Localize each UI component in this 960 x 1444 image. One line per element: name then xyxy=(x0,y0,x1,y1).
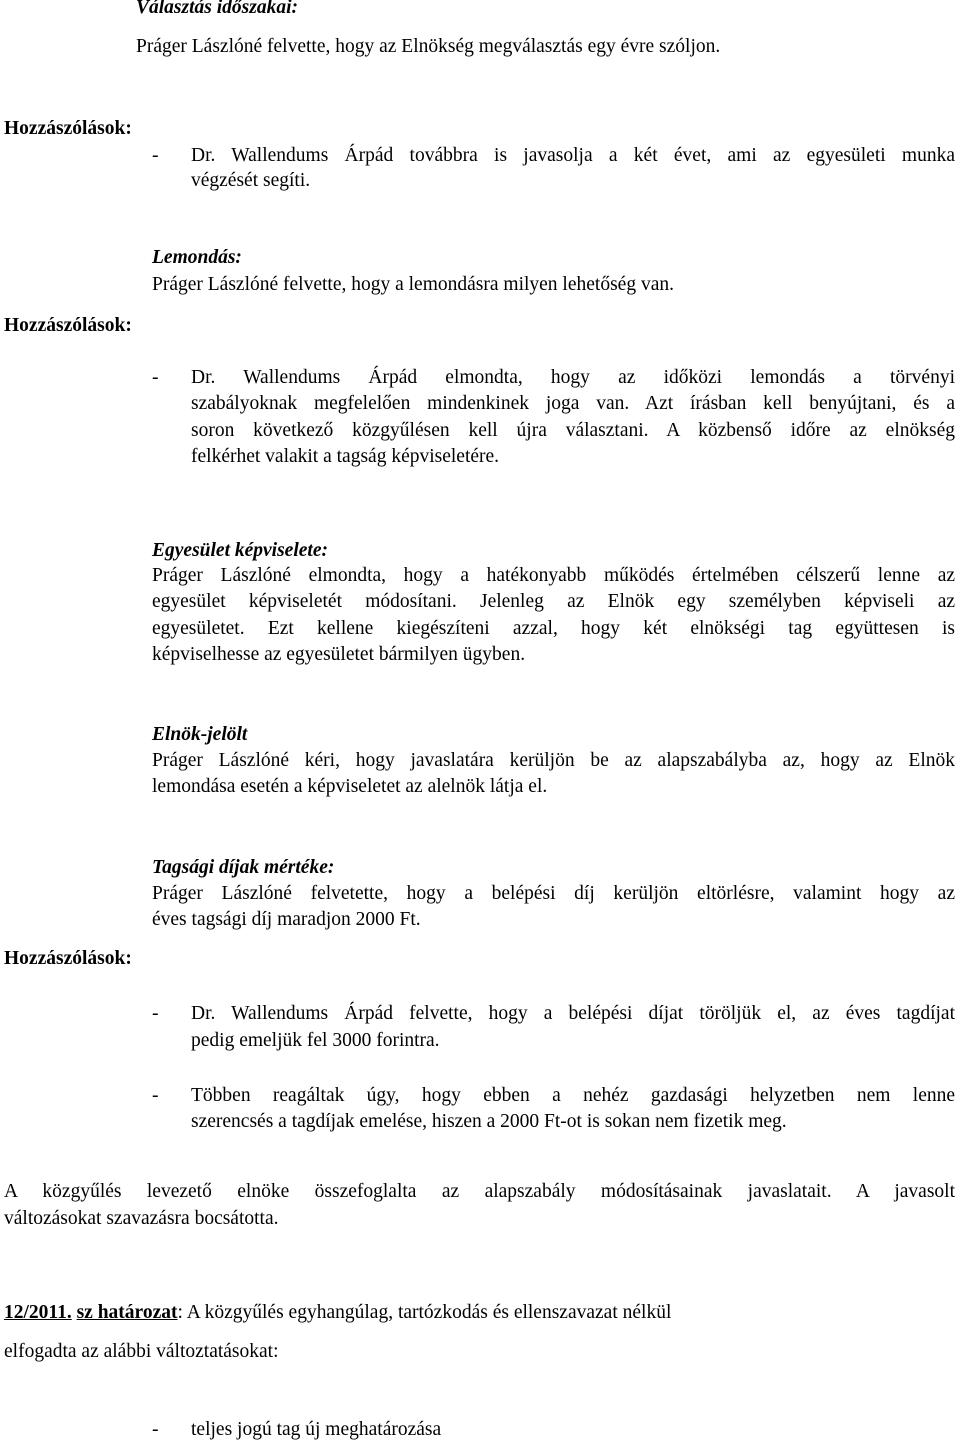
tagsagi-line-1: Práger Lászlóné felvetette, hogy a belépési díj kerüljön eltörlésre, valamint hogy az xyxy=(152,883,955,904)
hozz1-line-2: végzését segíti. xyxy=(191,170,311,191)
hozz2-line-4: felkérhet valakit a tagság képviseletére. xyxy=(191,446,500,467)
lemondas-text: Práger Lászlóné felvette, hogy a lemondásra milyen lehetőség van. xyxy=(152,274,674,295)
osszefoglalo-line-2: változásokat szavazásra bocsátotta. xyxy=(4,1208,279,1229)
valasztas-text: Práger Lászlóné felvette, hogy az Elnökség megválasztás egy évre szóljon. xyxy=(136,36,721,57)
elnokjelolt-line-2: lemondása esetén a képviseletet az alelnök látja el. xyxy=(152,776,548,797)
section-heading-tagsagi: Tagsági díjak mértéke: xyxy=(152,857,335,878)
lista-item: teljes jogú tag új meghatározása xyxy=(191,1419,442,1440)
section-heading-lemondas: Lemondás: xyxy=(152,247,242,268)
hozzaszolasok-label-3: Hozzászólások: xyxy=(4,948,132,969)
bullet-dash: - xyxy=(152,1003,159,1024)
hatarozat-text: : A közgyűlés egyhangúlag, tartózkodás és ellenszavazat nélkül xyxy=(177,1302,672,1323)
section-heading-elnokjelolt: Elnök-jelölt xyxy=(152,724,248,745)
hozzaszolasok-label-1: Hozzászólások: xyxy=(4,118,132,139)
bullet-dash: - xyxy=(152,1419,159,1440)
section-heading-kepviselet: Egyesület képviselete: xyxy=(152,540,328,561)
hozz3-item2-line-1: Többen reagáltak úgy, hogy ebben a nehéz gazdasági helyzetben nem lenne xyxy=(191,1085,955,1106)
hatarozat-line-2: elfogadta az alábbi változtatásokat: xyxy=(4,1341,279,1362)
section-heading-valasztas: Választás időszakai: xyxy=(136,0,298,18)
bullet-dash: - xyxy=(152,1085,159,1106)
hozz2-line-1: Dr. Wallendums Árpád elmondta, hogy az időközi lemondás a törvényi xyxy=(191,367,955,388)
tagsagi-line-2: éves tagsági díj maradjon 2000 Ft. xyxy=(152,909,421,930)
kepviselet-line-4: képviselhesse az egyesületet bármilyen ügyben. xyxy=(152,644,526,665)
kepviselet-line-3: egyesületet. Ezt kellene kiegészíteni azzal, hogy két elnökségi tag együttesen is xyxy=(152,618,955,639)
hozz3-item1-line-1: Dr. Wallendums Árpád felvette, hogy a belépési díjat töröljük el, az éves tagdíjat xyxy=(191,1003,955,1024)
elnokjelolt-line-1: Práger Lászlóné kéri, hogy javaslatára kerüljön be az alapszabályba az, hogy az Elnök xyxy=(152,750,955,771)
hozz3-item1-line-2: pedig emeljük fel 3000 forintra. xyxy=(191,1030,440,1051)
hozz2-line-3: soron következő közgyűlésen kell újra választani. A közbenső időre az elnökség xyxy=(191,420,955,441)
hozz3-item2-line-2: szerencsés a tagdíjak emelése, hiszen a 2000 Ft-ot is sokan nem fizetik meg. xyxy=(191,1111,787,1132)
osszefoglalo-line-1: A közgyűlés levezető elnöke összefoglalta az alapszabály módosításainak javaslatait. A javasolt xyxy=(4,1181,955,1202)
hatarozat-line xyxy=(4,1301,671,1325)
hatarozat-number: 12/2011. xyxy=(4,1302,72,1323)
hozz1-line-1: Dr. Wallendums Árpád továbbra is javasolja a két évet, ami az egyesületi munka xyxy=(191,145,955,166)
bullet-dash: - xyxy=(152,145,159,166)
bullet-dash: - xyxy=(152,367,159,388)
hozzaszolasok-label-2: Hozzászólások: xyxy=(4,315,132,336)
hatarozat-label: sz határozat xyxy=(76,1302,178,1323)
kepviselet-line-2: egyesület képviseletét módosítani. Jelenleg az Elnök egy személyben képviseli az xyxy=(152,591,955,612)
kepviselet-line-1: Práger Lászlóné elmondta, hogy a hatékonyabb működés értelmében célszerű lenne az xyxy=(152,565,955,586)
hozz2-line-2: szabályoknak megfelelően mindenkinek joga van. Azt írásban kell benyújtani, és a xyxy=(191,393,955,414)
